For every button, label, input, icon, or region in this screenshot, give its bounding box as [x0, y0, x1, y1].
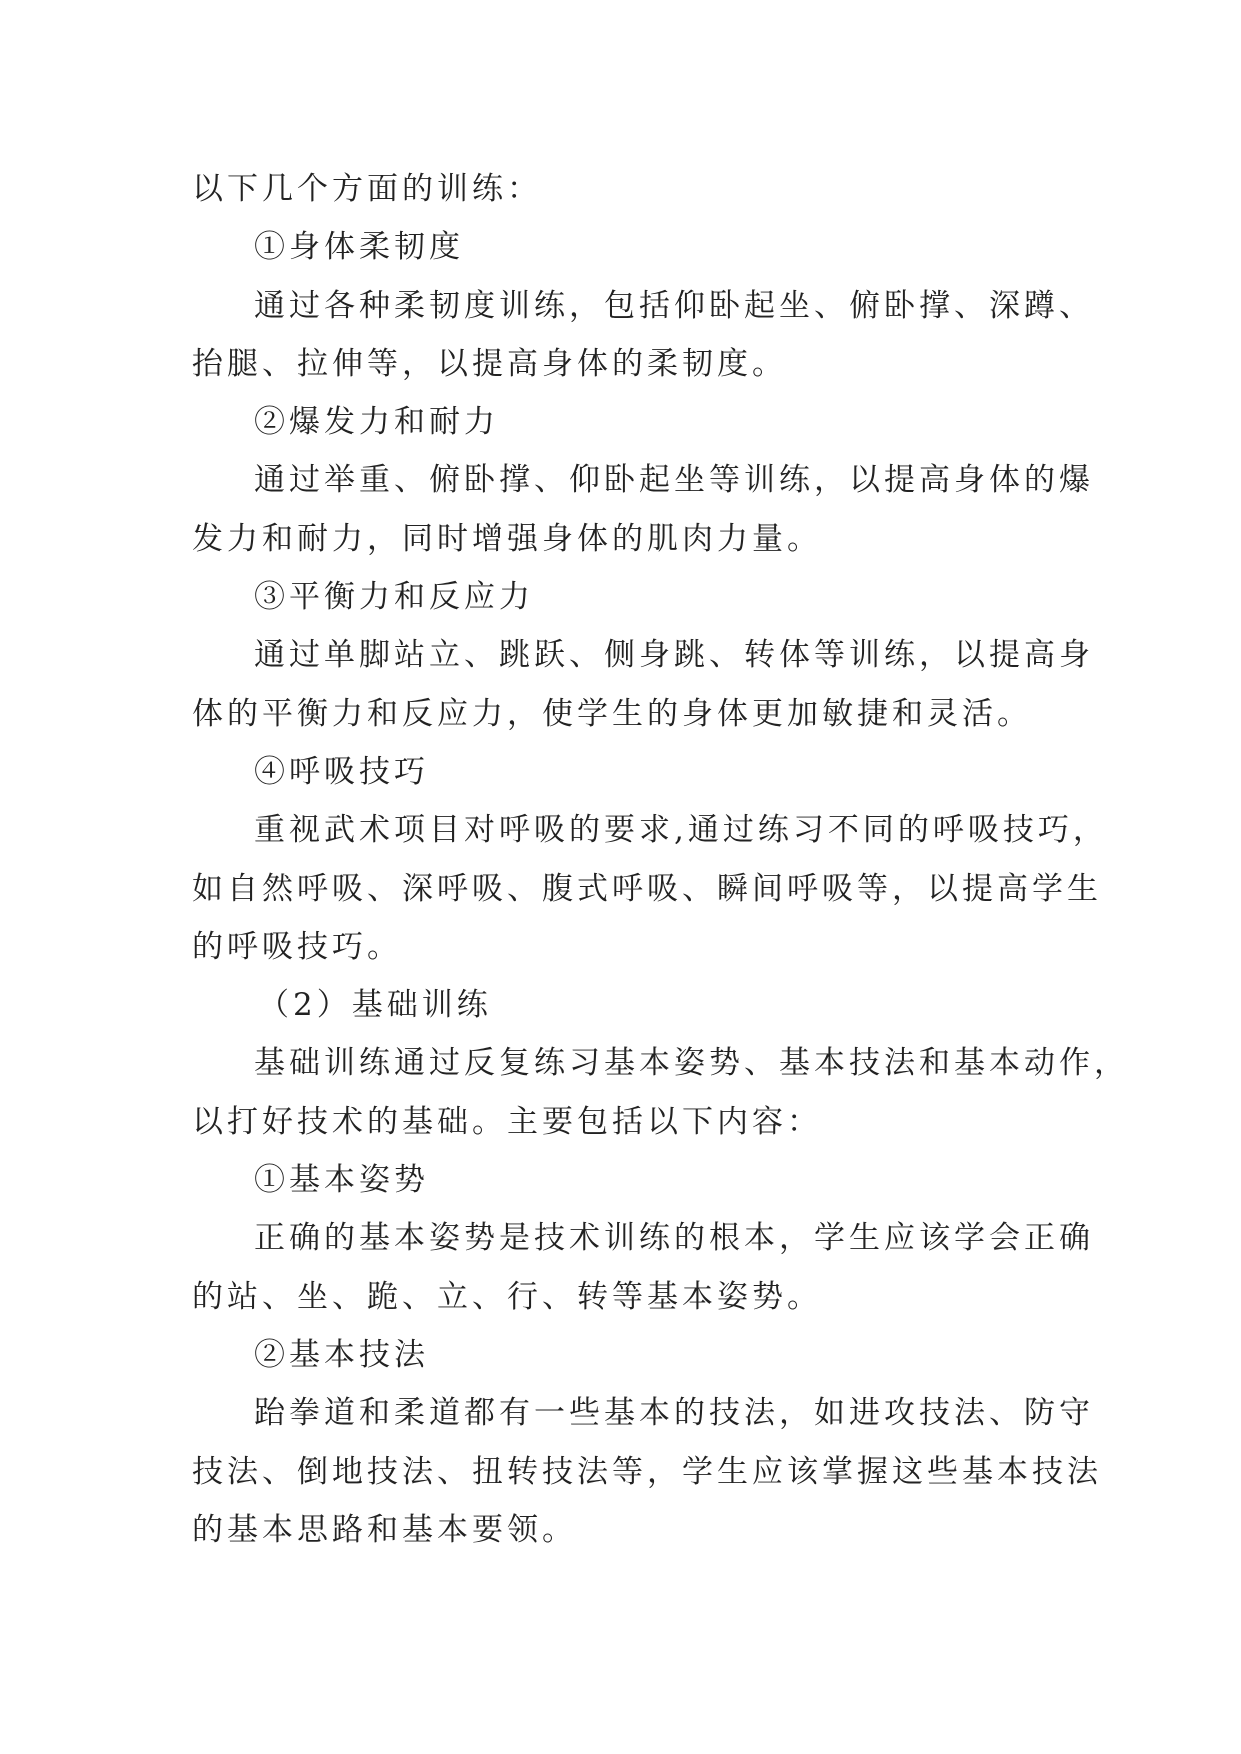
text-line: 正确的基本姿势是技术训练的根本，学生应该学会正确: [254, 1220, 1094, 1257]
text-line: 抬腿、拉伸等，以提高身体的柔韧度。: [192, 345, 787, 382]
item-heading-balance: ③平衡力和反应力: [254, 579, 534, 616]
text-line: 通过举重、俯卧撑、仰卧起坐等训练，以提高身体的爆: [254, 462, 1094, 499]
text-line: 的站、坐、跪、立、行、转等基本姿势。: [192, 1278, 822, 1315]
item-heading-breathing: ④呼吸技巧: [254, 753, 429, 790]
text-line: 的呼吸技巧。: [192, 928, 402, 965]
text-line: 以打好技术的基础。主要包括以下内容：: [192, 1103, 822, 1140]
text-line: 技法、倒地技法、扭转技法等，学生应该掌握这些基本技法: [192, 1453, 1102, 1490]
text-line: 如自然呼吸、深呼吸、腹式呼吸、瞬间呼吸等，以提高学生: [192, 870, 1102, 907]
text-line: 跆拳道和柔道都有一些基本的技法，如进攻技法、防守: [254, 1395, 1094, 1432]
text-line: 通过各种柔韧度训练，包括仰卧起坐、俯卧撑、深蹲、: [254, 287, 1094, 324]
item-heading-flexibility: ①身体柔韧度: [254, 229, 464, 266]
body-text: [192, 160, 1129, 1559]
text-line: 发力和耐力，同时增强身体的肌肉力量。: [192, 520, 822, 557]
text-line: 体的平衡力和反应力，使学生的身体更加敏捷和灵活。: [192, 695, 1032, 732]
text-line: 以下几个方面的训练：: [192, 171, 542, 207]
text-line: 基础训练通过反复练习基本姿势、基本技法和基本动作，: [254, 1045, 1129, 1082]
text-line: 的基本思路和基本要领。: [192, 1511, 577, 1548]
item-heading-posture: ①基本姿势: [254, 1162, 429, 1199]
text-line: 重视武术项目对呼吸的要求,通过练习不同的呼吸技巧，: [254, 812, 1108, 849]
section-heading-basic-training: （2）基础训练: [258, 987, 492, 1024]
text-line: 通过单脚站立、跳跃、侧身跳、转体等训练，以提高身: [254, 637, 1094, 674]
item-heading-techniques: ②基本技法: [254, 1336, 429, 1373]
item-heading-power: ②爆发力和耐力: [254, 404, 499, 441]
